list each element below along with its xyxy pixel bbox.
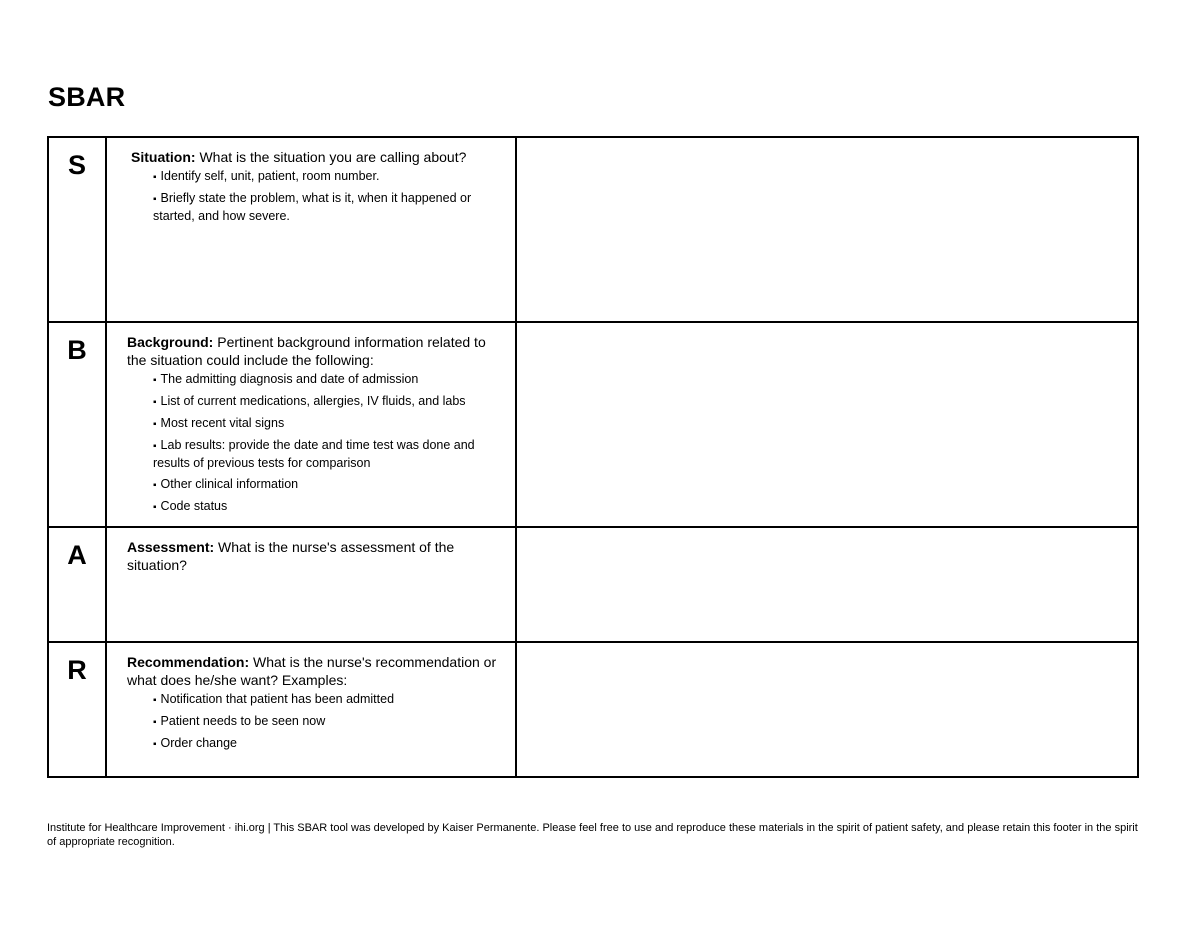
row-recommendation (48, 642, 1138, 777)
assessment-heading: Assessment: (127, 539, 215, 555)
list-item: ▪ Code status (153, 498, 503, 516)
row-situation (48, 137, 1138, 322)
list-item: ▪ Notification that patient has been admitted (153, 691, 503, 709)
assessment-prompt (106, 527, 516, 642)
background-answer-cell[interactable] (516, 322, 1138, 527)
recommendation-heading: Recommendation: (127, 654, 250, 670)
sbar-table (47, 136, 1139, 778)
recommendation-bullets (127, 691, 503, 753)
recommendation-text: What is the nurse's recommendation or what does he/she want? Examples: (127, 654, 497, 688)
situation-text: What is the situation you are calling about? (199, 149, 467, 165)
recommendation-answer-cell[interactable] (516, 642, 1138, 777)
situation-bullets (127, 168, 503, 225)
list-item: ▪ The admitting diagnosis and date of admission (153, 371, 503, 389)
assessment-text: What is the nurse's assessment of the situation? (127, 539, 455, 573)
situation-heading: Situation: (131, 149, 196, 165)
situation-prompt (106, 137, 516, 322)
recommendation-prompt (106, 642, 516, 777)
row-letter: B (48, 322, 106, 527)
row-letter: S (48, 137, 106, 322)
background-text: Pertinent background information related to the situation could include the following: (127, 334, 486, 368)
list-item: ▪ Most recent vital signs (153, 415, 503, 433)
page-title: SBAR (48, 82, 126, 112)
list-item: ▪ Other clinical information (153, 476, 503, 494)
background-prompt (106, 322, 516, 527)
row-background (48, 322, 1138, 527)
list-item: ▪ Identify self, unit, patient, room number. (153, 168, 503, 186)
row-letter: A (48, 527, 106, 642)
background-heading: Background: (127, 334, 214, 350)
assessment-answer-cell[interactable] (516, 527, 1138, 642)
row-assessment (48, 527, 1138, 642)
list-item: ▪ Order change (153, 735, 503, 753)
list-item: ▪ List of current medications, allergies, IV fluids, and labs (153, 393, 503, 411)
list-item: ▪ Patient needs to be seen now (153, 713, 503, 731)
list-item: ▪ Briefly state the problem, what is it, when it happened or started, and how severe. (153, 190, 503, 225)
background-bullets (127, 371, 503, 516)
footer-text: Institute for Healthcare Improvement · ihi.org | This SBAR tool was developed by Kaiser Permanente. Please feel free to use and reproduce these materials in the spirit of patient safety, and please retain this footer in the spirit of appropriate recognition. (47, 822, 1138, 848)
situation-answer-cell[interactable] (516, 137, 1138, 322)
row-letter: R (48, 642, 106, 777)
list-item: ▪ Lab results: provide the date and time test was done and results of previous tests for comparison (153, 437, 503, 472)
